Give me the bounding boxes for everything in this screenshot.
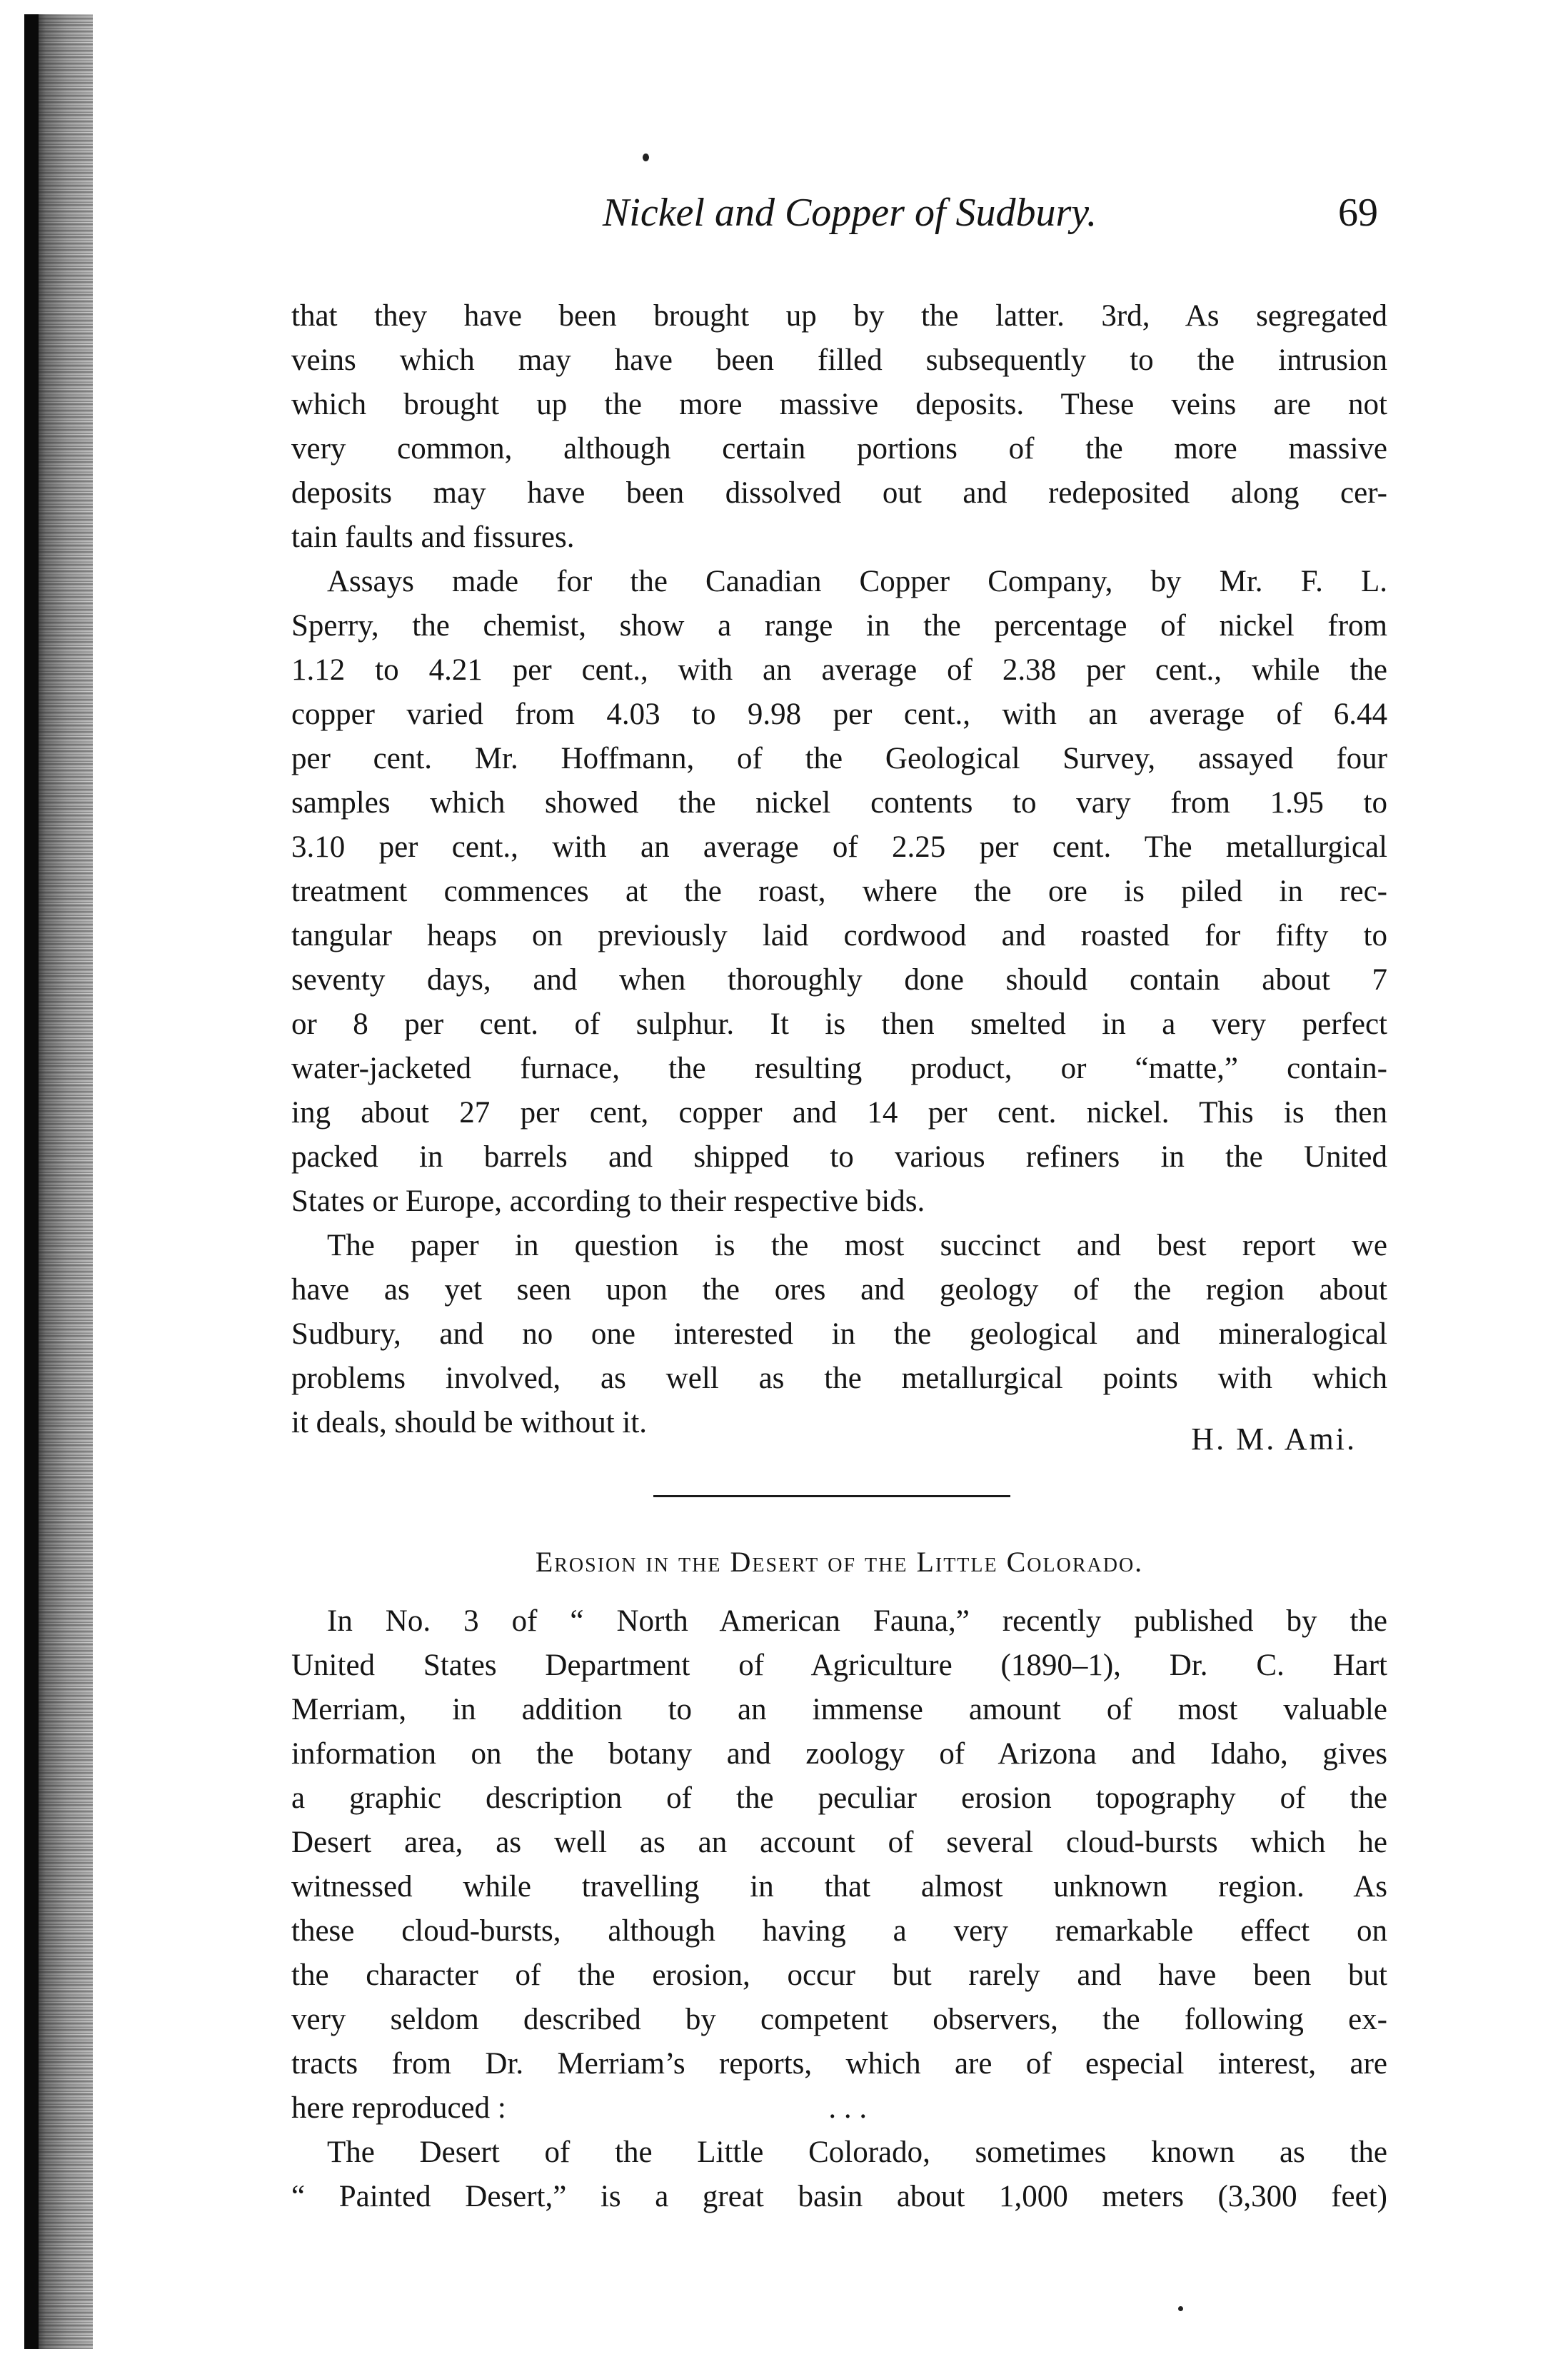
text-line: Sudbury, and no one interested in the geological and mineralogical (291, 1317, 1387, 1351)
text-line: here reproduced : . . . (291, 2091, 868, 2125)
text-line: information on the botany and zoology of Arizona and Idaho, gives (291, 1737, 1387, 1771)
text-line: 3.10 per cent., with an average of 2.25 per cent. The metallurgical (291, 830, 1387, 864)
section-heading: Erosion in the Desert of the Little Colorado. (535, 1546, 1144, 1578)
text-line: have as yet seen upon the ores and geology of the region about (291, 1273, 1387, 1307)
text-line: Merriam, in addition to an immense amount of most valuable (291, 1693, 1387, 1726)
text-line: “ Painted Desert,” is a great basin about 1,000 meters (3,300 feet) (291, 2180, 1387, 2213)
text-line: ing about 27 per cent, copper and 14 per cent. nickel. This is then (291, 1096, 1387, 1130)
print-speck (643, 154, 649, 161)
page-binding-shadow (24, 14, 39, 2349)
text-line: per cent. Mr. Hoffmann, of the Geological Survey, assayed four (291, 742, 1387, 775)
text-line: Assays made for the Canadian Copper Company, by Mr. F. L. (327, 565, 1387, 598)
running-title: Nickel and Copper of Sudbury. (602, 191, 1097, 235)
text-line: copper varied from 4.03 to 9.98 per cent., with an average of 6.44 (291, 698, 1387, 731)
text-line: tangular heaps on previously laid cordwood and roasted for fifty to (291, 919, 1387, 952)
text-line: The Desert of the Little Colorado, sometimes known as the (327, 2136, 1387, 2169)
text-line: United States Department of Agriculture (1890–1), Dr. C. Hart (291, 1649, 1387, 1682)
text-line: packed in barrels and shipped to various refiners in the United (291, 1140, 1387, 1174)
text-line: which brought up the more massive deposits. These veins are not (291, 388, 1387, 421)
text-line: that they have been brought up by the latter. 3rd, As segregated (291, 299, 1387, 333)
page-number: 69 (1338, 191, 1378, 235)
text-line: it deals, should be without it. (291, 1406, 648, 1439)
author-signature: H. M. Ami. (1191, 1422, 1357, 1457)
text-line: or 8 per cent. of sulphur. It is then smelted in a very perfect (291, 1007, 1387, 1041)
text-line: States or Europe, according to their respective bids. (291, 1184, 925, 1218)
text-line: tain faults and fissures. (291, 520, 575, 554)
text-line: a graphic description of the peculiar erosion topography of the (291, 1781, 1387, 1815)
text-line: The paper in question is the most succinct and best report we (327, 1229, 1387, 1262)
text-line: water-jacketed furnace, the resulting product, or “matte,” contain- (291, 1052, 1387, 1085)
section-divider (653, 1495, 1010, 1497)
text-line: veins which may have been filled subsequently to the intrusion (291, 343, 1387, 377)
text-line: tracts from Dr. Merriam’s reports, which are of especial interest, are (291, 2047, 1387, 2081)
text-line: treatment commences at the roast, where the ore is piled in rec- (291, 875, 1387, 908)
text-line: very common, although certain portions of the more massive (291, 432, 1387, 466)
text-line: very seldom described by competent observers, the following ex- (291, 2003, 1387, 2036)
text-line: seventy days, and when thoroughly done should contain about 7 (291, 963, 1387, 997)
text-line: Desert area, as well as an account of several cloud-bursts which he (291, 1826, 1387, 1859)
text-line: 1.12 to 4.21 per cent., with an average of 2.38 per cent., while the (291, 653, 1387, 687)
text-line: Sperry, the chemist, show a range in the percentage of nickel from (291, 609, 1387, 643)
text-line: problems involved, as well as the metallurgical points with which (291, 1362, 1387, 1395)
text-line: deposits may have been dissolved out and redeposited along cer- (291, 476, 1387, 510)
text-line: the character of the erosion, occur but rarely and have been but (291, 1958, 1387, 1992)
print-speck (1178, 2306, 1183, 2311)
text-line: samples which showed the nickel contents to vary from 1.95 to (291, 786, 1387, 820)
text-line: In No. 3 of “ North American Fauna,” recently published by the (327, 1604, 1387, 1638)
text-line: these cloud-bursts, although having a very remarkable effect on (291, 1914, 1387, 1948)
text-line: witnessed while travelling in that almost unknown region. As (291, 1870, 1387, 1903)
